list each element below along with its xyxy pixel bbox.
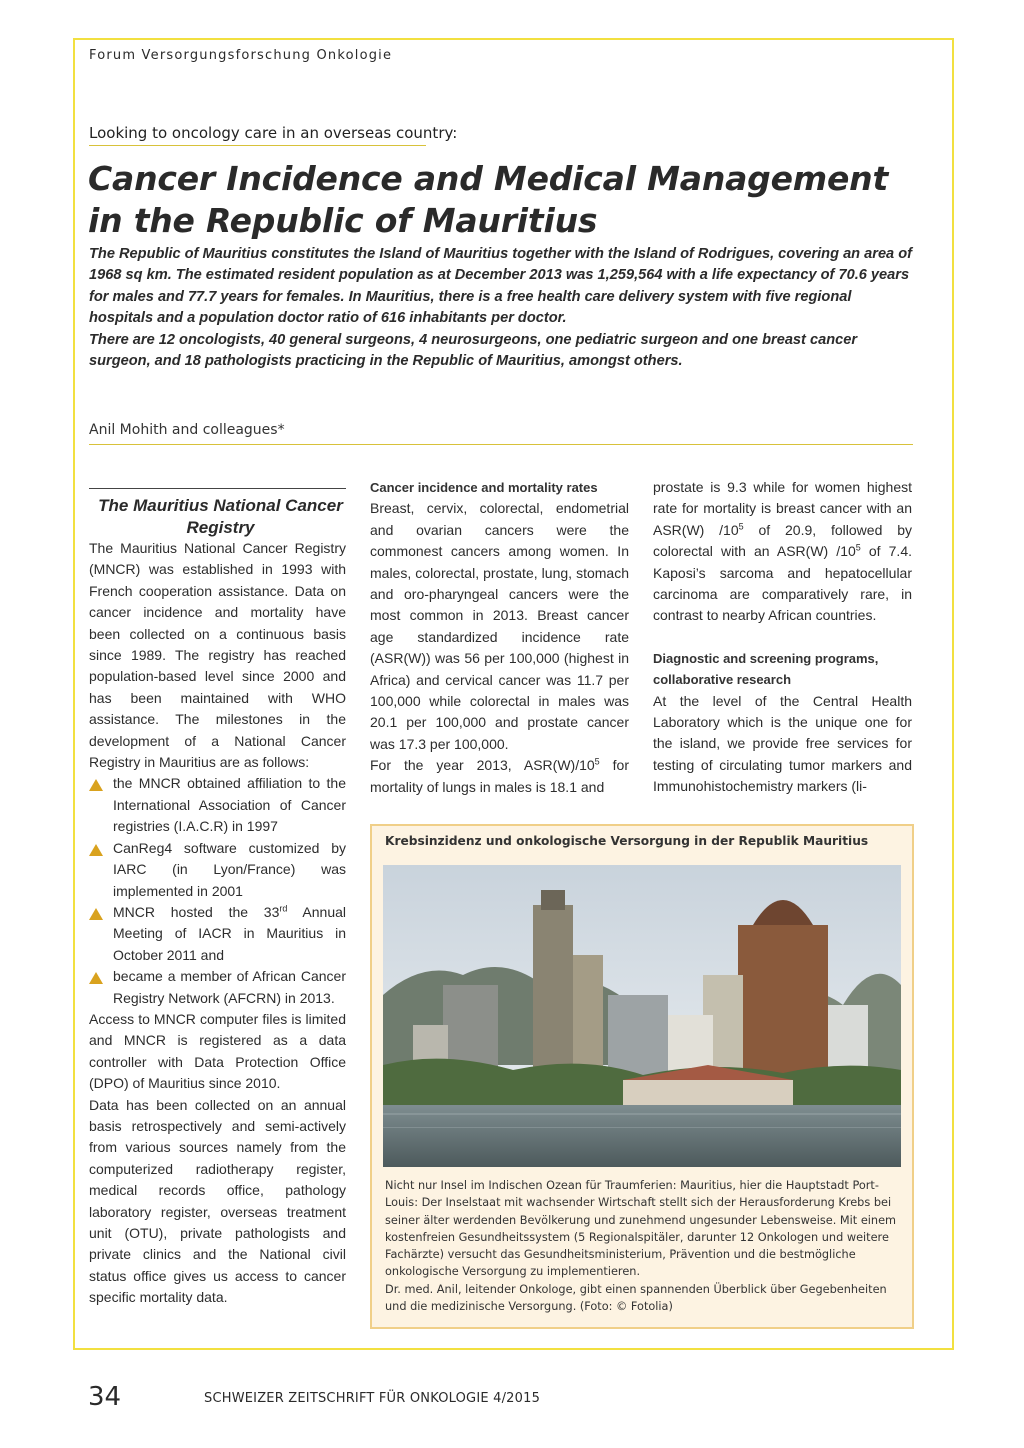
text-run: of 7.4. Kaposi’s sarcoma and hepatocellular carcinoma are comparatively rare, in contrast to nearby African countries. [653, 543, 912, 624]
photo-caption [385, 1177, 905, 1315]
article-title [88, 158, 888, 242]
heading-diagnostics: Diagnostic and screening programs, collaborative research [653, 650, 879, 688]
caption-paragraph-2: Dr. med. Anil, leitender Onkologe, gibt einen spannenden Überblick über Gegebenheiten und die medizinische Versorgung. (Foto: © Fotolia) [385, 1282, 887, 1314]
page-number: 34 [88, 1382, 122, 1412]
list-item [89, 966, 346, 1009]
byline: Anil Mohith and colleagues* [89, 422, 285, 438]
text-run: For the year 2013, ASR(W)/10 [370, 757, 595, 774]
mortality-paragraph [653, 477, 912, 627]
superscript: 5 [738, 521, 744, 532]
article-kicker: Looking to oncology care in an overseas country: [89, 124, 458, 142]
photo-box [370, 824, 914, 1329]
registry-paragraph-2: Access to MNCR computer files is limited and MNCR is registered as a data controller with Data Protection Office (DPO) of Mauritius since 2010. [89, 1010, 346, 1092]
port-louis-photo [383, 865, 901, 1167]
triangle-bullet-icon [89, 844, 103, 856]
list-item-text: the MNCR obtained affiliation to the International Association of Cancer registries (I.A.C.R) in 1997 [113, 775, 346, 835]
abstract [89, 244, 913, 372]
column-3 [653, 477, 912, 798]
incidence-paragraph-1: Breast, cervix, colorectal, endometrial and ovarian cancers were the commonest cancers among women. In males, colorectal, prostate, lung, stomach and oro-pharyngeal cancers were the most common in 2013. Breast cancer age standardized incidence rate (ASR(W)) was 56 per 100,000 (highest in Africa) and cervical cancer was 11.7 per 100,000 while colorectal in males was 20.1 per 100,000 and prostate cancer was 17.3 per 100,000. [370, 500, 629, 752]
list-item-text: MNCR hosted the 33 [113, 903, 280, 920]
skyline-image [383, 865, 901, 1167]
text-run: prostate is 9.3 while for women highest rate for mortality is breast cancer with an ASR(W) /10 [653, 479, 912, 538]
milestone-list [89, 773, 346, 1008]
section-title-registry: The Mauritius National Cancer Registry [98, 496, 343, 537]
column-2 [370, 477, 629, 798]
triangle-bullet-icon [89, 972, 103, 984]
section-rule [89, 488, 346, 489]
list-item [89, 902, 346, 966]
column-1 [89, 488, 346, 1309]
list-item [89, 838, 346, 902]
heading-incidence: Cancer incidence and mortality rates [370, 480, 598, 495]
registry-paragraph-1: The Mauritius National Cancer Registry (MNCR) was established in 1993 with French cooperation assistance. Data on cancer incidence and mortality have been collected on a continuous basis since 1989. The registry has reached population-based level since 2000 and has been maintained with WHO assistance. The milestones in the development of a National Cancer Registry in Mauritius are as follows: [89, 540, 346, 771]
registry-paragraph-3: Data has been collected on an annual basis retrospectively and semi-actively from various sources namely from the computerized radiotherapy register, medical records office, pathology laboratory register, overseas treatment unit (OTU), private pathologists and private clinics and the National civil status office gives us access to cancer specific mortality data. [89, 1096, 346, 1306]
title-line-2: in the Republic of Mauritius [88, 201, 598, 240]
title-line-1: Cancer Incidence and Medical Management [88, 159, 889, 198]
caption-paragraph-1: Nicht nur Insel im Indischen Ozean für Traumferien: Mauritius, hier die Hauptstadt Port-Louis: Der Inselstaat mit wachsender Wirtschaft stellt sich der Herausforderung Krebs bei seiner älter werdenden Bevölkerung und zunehmend ungesunder Lebensweise. Mit einem kostenfreien Gesundheitssystem (5 Regionalspitäler, darunter 12 Onkologen und weitere Fachärzte) versucht das Gesundheitsministerium, Prävention und die bestmögliche onkologische Versorgung zu implementieren. [385, 1179, 897, 1279]
text-run: for mortality of lungs in males is 18.1 and [370, 757, 629, 795]
list-item-text: became a member of African Cancer Registry Network (AFCRN) in 2013. [113, 968, 346, 1006]
triangle-bullet-icon [89, 779, 103, 791]
superscript: rd [279, 903, 288, 914]
triangle-bullet-icon [89, 908, 103, 920]
journal-name: SCHWEIZER ZEITSCHRIFT FÜR ONKOLOGIE 4/2015 [204, 1391, 541, 1406]
list-item-text: CanReg4 software customized by IARC (in Lyon/France) was implemented in 2001 [113, 839, 346, 899]
superscript: 5 [855, 542, 861, 553]
list-item-text: Annual Meeting of IACR in Mauritius in October 2011 and [113, 903, 346, 963]
abstract-paragraph-2: There are 12 oncologists, 40 general surgeons, 4 neurosurgeons, one pediatric surgeon and one breast cancer surgeon, and 18 pathologists practicing in the Republic of Mauritius, amongst others. [89, 331, 858, 370]
list-item [89, 773, 346, 837]
byline-rule [89, 444, 913, 445]
text-run: of 20.9, followed by colorectal with an ASR(W) /10 [653, 521, 912, 560]
diagnostics-paragraph: At the level of the Central Health Laboratory which is the unique one for the island, we provide free services for testing of circulating tumor markers and Immunohistochemistry markers (li- [653, 692, 912, 795]
kicker-rule [89, 145, 426, 146]
running-head: Forum Versorgungsforschung Onkologie [89, 48, 393, 63]
abstract-paragraph-1: The Republic of Mauritius constitutes the Island of Mauritius together with the Island of Rodrigues, covering an area of 1968 sq km. The estimated resident population as at December 2013 was 1,259,564 with a life expectancy of 70.6 years for males and 77.7 years for females. In Mauritius, there is a free health care delivery system with five regional hospitals and a population doctor ratio of 616 inhabitants per doctor. [89, 246, 913, 327]
box-title: Krebsinzidenz und onkologische Versorgung in der Republik Mauritius [385, 834, 869, 848]
incidence-paragraph-2 [370, 755, 629, 798]
superscript: 5 [594, 756, 600, 767]
